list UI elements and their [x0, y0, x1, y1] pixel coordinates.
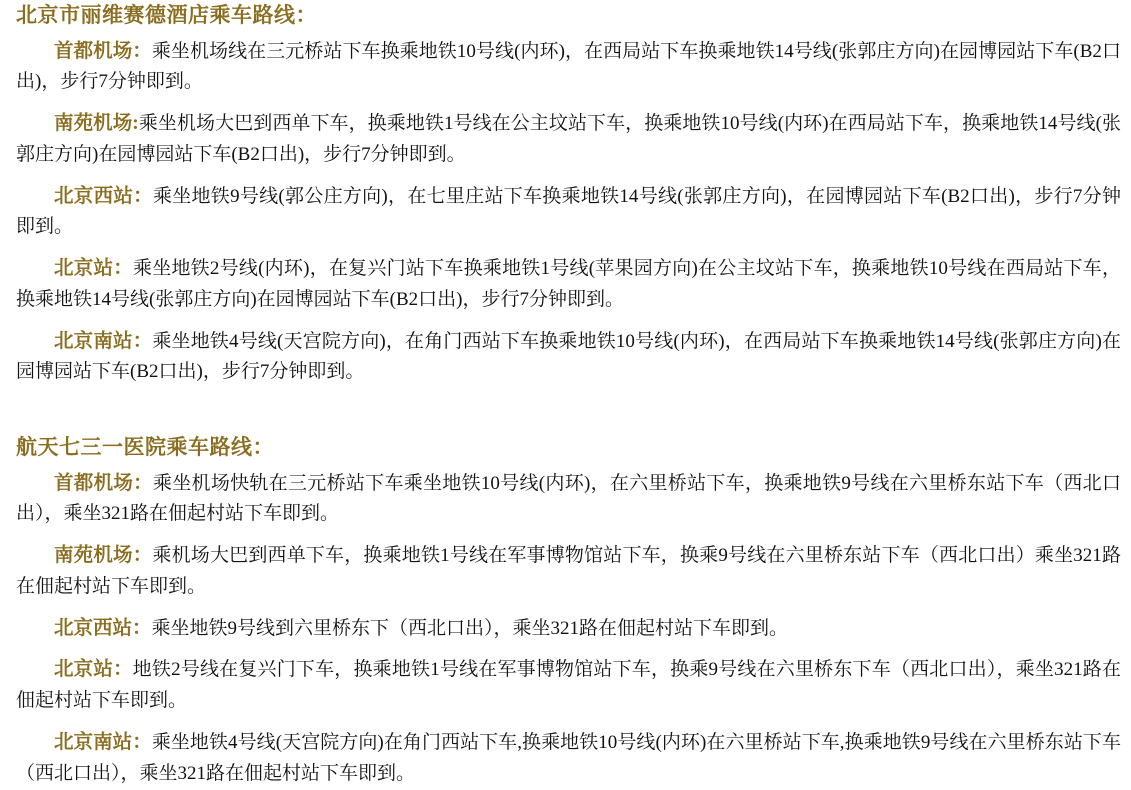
route-paragraph	[16, 36, 1121, 99]
route-separator: ：	[133, 472, 153, 494]
route-text: 乘坐机场线在三元桥站下车换乘地铁10号线(内环)，在西局站下车换乘地铁14号线(张郭庄方向)在园博园站下车(B2口出)，步行7分钟即到。	[16, 40, 1121, 93]
route-label: 首都机场	[54, 472, 134, 494]
route-label: 首都机场	[54, 40, 133, 62]
route-separator: ：	[132, 617, 152, 639]
route-separator: ：	[132, 40, 152, 62]
route-separator: ：	[132, 330, 153, 352]
route-label: 北京西站	[54, 185, 134, 207]
route-separator: ：	[133, 185, 153, 207]
route-text: 乘坐地铁2号线(内环)，在复兴门站下车换乘地铁1号线(苹果园方向)在公主坟站下车，换乘地铁10号线在西局站下车，换乘地铁14号线(张郭庄方向)在园博园站下车(B2口出)，步行7分钟即到。	[16, 258, 1121, 310]
route-label: 南苑机场	[54, 113, 133, 135]
route-paragraph	[16, 253, 1121, 316]
section-hotel-routes	[0, 0, 1131, 388]
section-hospital-routes	[0, 432, 1131, 789]
route-label: 南苑机场	[54, 545, 133, 567]
route-paragraph	[16, 540, 1121, 603]
route-separator: :	[132, 113, 139, 135]
route-paragraph	[16, 654, 1121, 717]
route-paragraph	[16, 468, 1121, 531]
route-label: 北京站	[54, 659, 114, 681]
route-text: 乘坐地铁4号线(天宫院方向)在角门西站下车,换乘地铁10号线(内环)在六里桥站下车,换乘地铁9号线在六里桥东站下车（西北口出），乘坐321路在佃起村站下车即到。	[16, 732, 1121, 784]
route-separator: ：	[113, 659, 133, 681]
route-label: 北京南站	[54, 732, 133, 754]
route-text: 乘坐地铁9号线到六里桥东下（西北口出），乘坐321路在佃起村站下车即到。	[151, 617, 789, 639]
route-label: 北京西站	[54, 617, 133, 639]
route-paragraph	[16, 108, 1121, 171]
section-title-hospital: 航天七三一医院乘车路线：	[16, 435, 274, 460]
route-separator: ：	[113, 258, 133, 280]
route-text: 乘坐地铁4号线(天宫院方向)，在角门西站下车换乘地铁10号线(内环)，在西局站下车换乘地铁14号线(张郭庄方向)在园博园站下车(B2口出)，步行7分钟即到。	[16, 330, 1121, 383]
route-text: 乘机场大巴到西单下车，换乘地铁1号线在军事博物馆站下车，换乘9号线在六里桥东站下车（西北口出）乘坐321路在佃起村站下车即到。	[16, 545, 1121, 597]
route-paragraph	[16, 613, 1121, 645]
route-separator: ：	[132, 732, 152, 754]
route-text: 乘坐机场大巴到西单下车，换乘地铁1号线在公主坟站下车，换乘地铁10号线(内环)在西局站下车，换乘地铁14号线(张郭庄方向)在园博园站下车(B2口出)，步行7分钟即到。	[16, 113, 1121, 165]
route-separator: ：	[132, 545, 153, 567]
route-label: 北京南站	[54, 330, 133, 352]
route-paragraph	[16, 326, 1121, 389]
section-title-hotel: 北京市丽维赛德酒店乘车路线：	[16, 3, 317, 27]
route-paragraph	[16, 181, 1121, 244]
route-text: 地铁2号线在复兴门下车，换乘地铁1号线在军事博物馆站下车，换乘9号线在六里桥东下车（西北口出），乘坐321路在佃起村站下车即到。	[16, 659, 1121, 712]
route-label: 北京站	[54, 258, 114, 280]
section-divider-space	[0, 388, 1131, 406]
route-text: 乘坐机场快轨在三元桥站下车乘坐地铁10号线(内环)，在六里桥站下车，换乘地铁9号线在六里桥东站下车（西北口出），乘坐321路在佃起村站下车即到。	[16, 472, 1121, 525]
route-paragraph	[16, 727, 1121, 790]
route-text: 乘坐地铁9号线(郭公庄方向)，在七里庄站下车换乘地铁14号线(张郭庄方向)，在园博园站下车(B2口出)，步行7分钟即到。	[16, 185, 1121, 238]
